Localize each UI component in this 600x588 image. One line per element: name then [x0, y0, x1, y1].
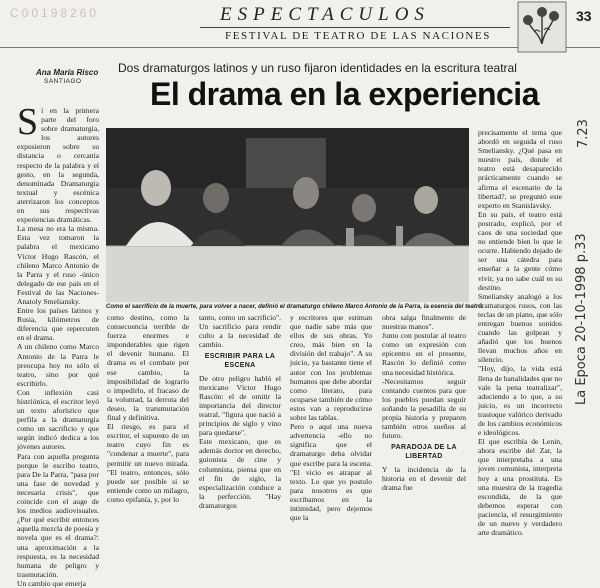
kicker: Dos dramaturgos latinos y un ruso fijaron identidades en la escritura teatral: [118, 61, 517, 75]
paragraph: El que escribía de Lenin, ahora escribe del Zar, la que interpretaba a una joven comunista, interpreta hoy a una prostituta. Es una muestra de la tragedia escondida, de la que debemos esperar con paciencia, el resurgimiento de un nuevo y verdadero arte dramático.: [478, 437, 562, 538]
paragraph: Para con aquella pregunta porque le escribo teatro, para De la Parra, "pasa por una fase de novedad y necesaria crisis", que coincide con el auge de los medios audiovisuales. ¿Por qué escribir entonces aquella mezcla de poesía y novela que es el drama?: una aproximación a la respuesta, es la necesidad humana de peligro y trasmutación.: [17, 451, 99, 579]
paragraph: A un chileno como Marco Antonio de la Parra le preocupa hoy no sólo el teatro, sino por qué escribirlo.: [17, 342, 99, 388]
photo-caption: Como el sacrificio de la muerte, para volver a nacer, definió el dramaturgo chileno Marco Antonio de la Parra, la esencia del teatro.: [106, 303, 484, 310]
article-column-4: [290, 313, 372, 523]
paragraph: i en la primera parte del foro sobre dramaturgia, los autores expusieron sobre su distancia o cercanía respecto de la palabra y el gesto, en la segunda, denominada Dramaturgia textual y escénica aterrizaron los conceptos en sus respectivas experiencias dramáticas.: [17, 106, 99, 225]
article-column-1: [17, 101, 99, 588]
subheading: PARADOJA DE LA LIBERTAD: [391, 444, 457, 461]
headline: El drama en la experiencia: [150, 76, 539, 112]
article-column-2: [107, 313, 189, 504]
section-title: ESPECTACULOS: [220, 4, 430, 25]
paragraph: precisamente el tema que abordó en seguida el ruso Smeliansky. ¿Qué pasa en nuestro país, donde el teatro está desaparecido prácticamente cuando se afirma el escenario de la libertad?, se preguntó este experto en Stanislavsky.: [478, 128, 562, 210]
article-column-3: [199, 313, 281, 510]
handwritten-note: 7.23: [576, 119, 591, 148]
paragraph: Un cambio que emerja: [17, 578, 86, 588]
paragraph: Con inflexión casi histriónica, el escritor leyó un texto aforístico que perfila a la dramaturgia como un sacrificio y que según indicó dedica a los jóvenes autores.: [17, 387, 99, 452]
paragraph: El riesgo, es para el escritor, el supuesto de un teatro cuyo fin es "condenar a muerte", para permitir un nuevo mirada. "El teatro, entonces, sólo puede ser posible si se entiende como un milagro, como epifanía, y, por lo: [107, 422, 189, 504]
paragraph: Y la incidencia de la historia en el devenir del drama fue: [382, 464, 466, 492]
panel-photo: [106, 128, 469, 302]
article-column-5: [382, 313, 466, 492]
paragraph: En su país, el teatro está postrado, explicó, por el caos de una sociedad que no entiende bien lo que le ocurre. Habiendo dejado de ser una cátedra para enseñar a la gente cómo vivir, ya no sabe cuál es su destino.: [478, 209, 562, 292]
byline-place: SANTIAGO: [44, 78, 82, 85]
paragraph: Este mexicano, que es además doctor en derecho, guionista de cine y columnista, piensa que en el fin de siglo, la especialización conduce a la perfección. "Hay dramaturgos: [199, 437, 281, 510]
header-rule: [200, 27, 510, 28]
paragraph: obra salga finalmente de nuestras manos".: [382, 313, 466, 332]
header-bottom-rule: [0, 47, 600, 48]
paragraph: La mesa no era la misma. Esta vez tomaron la palabra el mexicano Víctor Hugo Rascón, el chileno Marco Antonio de la Parra y el ruso -único delegado de ese país en el Festival de las Naciones- Anatoly Smeliansky.: [17, 224, 99, 306]
paragraph: Entre los países latinos y Rusia, kilómetros de diferencia que repercuten en el drama.: [17, 306, 99, 343]
archive-stamp: C00198260: [10, 6, 100, 20]
byline-author: Ana María Risco: [36, 68, 99, 77]
handwritten-note: La Epoca 20-10-1998 p.33: [574, 233, 589, 405]
paragraph: Smeliansky analogó a los dramaturgos rusos, con las teclas de un piano, que sólo entregan buenos sonidos cuando las golpean y añadió que los buenos llevan muchos años en silencio.: [478, 291, 562, 365]
paragraph: Pero o aquí una nueva advertencia -ello no significa que el dramaturgo deba olvidar que escribe para la escena. "El vicio es atrapar al texto. Lo que yo postulo para nosotros es que escribamos en la intimidad, pero dejemos que la: [290, 422, 372, 523]
paragraph: De otro peligro habló el mexicano Víctor Hugo Rascón: el de omitir la importancia del director teatral, "figura que nació a principios de siglo y vino para quedarse".: [199, 373, 281, 438]
paragraph: -Necesitamos seguir contando cuentos para que los pueblos puedan seguir soñando la pesadilla de su propia historia y preparen también otros sueños al futuro.: [382, 376, 466, 441]
drop-cap: S: [17, 101, 39, 143]
article-column-6: [478, 128, 562, 538]
paragraph: como destino, como la consecuencia terrible de fuerza enormes e imponderables que rigen el devenir humano. El drama es el combate por ese cambio, la imposibilidad de lograrlo o impedirlo, el fracaso de la voluntad, la derrota del deseo, la transmutación final y definitiva.: [107, 313, 189, 423]
paragraph: "Hoy, dijo, la vida está llena de banalidades que no vale la pena teatralizar", aduciendo a lo que, a su juicio, es un incorrecto trastoque valórico derivado de los cambios económicos e ideológicos.: [478, 364, 562, 438]
subsection-title: FESTIVAL DE TEATRO DE LAS NACIONES: [225, 30, 491, 42]
paragraph: Junto con postular al teatro como un expresión con epicentro en el presente, Rascón lo definió como una necesidad histórica.: [382, 331, 466, 377]
paragraph: tanto, como un sacrificio". Un sacrificio para rendir culto a la necesidad de cambio.: [199, 313, 281, 350]
masks-ornament-icon: [518, 2, 566, 52]
page-number: 33: [576, 8, 592, 24]
subheading: ESCRIBIR PARA LA ESCENA: [204, 353, 276, 370]
paragraph: y escritores que estiman que nadie sabe más que ellos de sus obras. Yo creo, más bien en la división del trabajo". A su juicio, ya bastante tiene el autor con los problemas humanos que debe abordar como literato, para ocuparse también de cómo estos van a reproducirse sobre las tablas.: [290, 313, 372, 423]
